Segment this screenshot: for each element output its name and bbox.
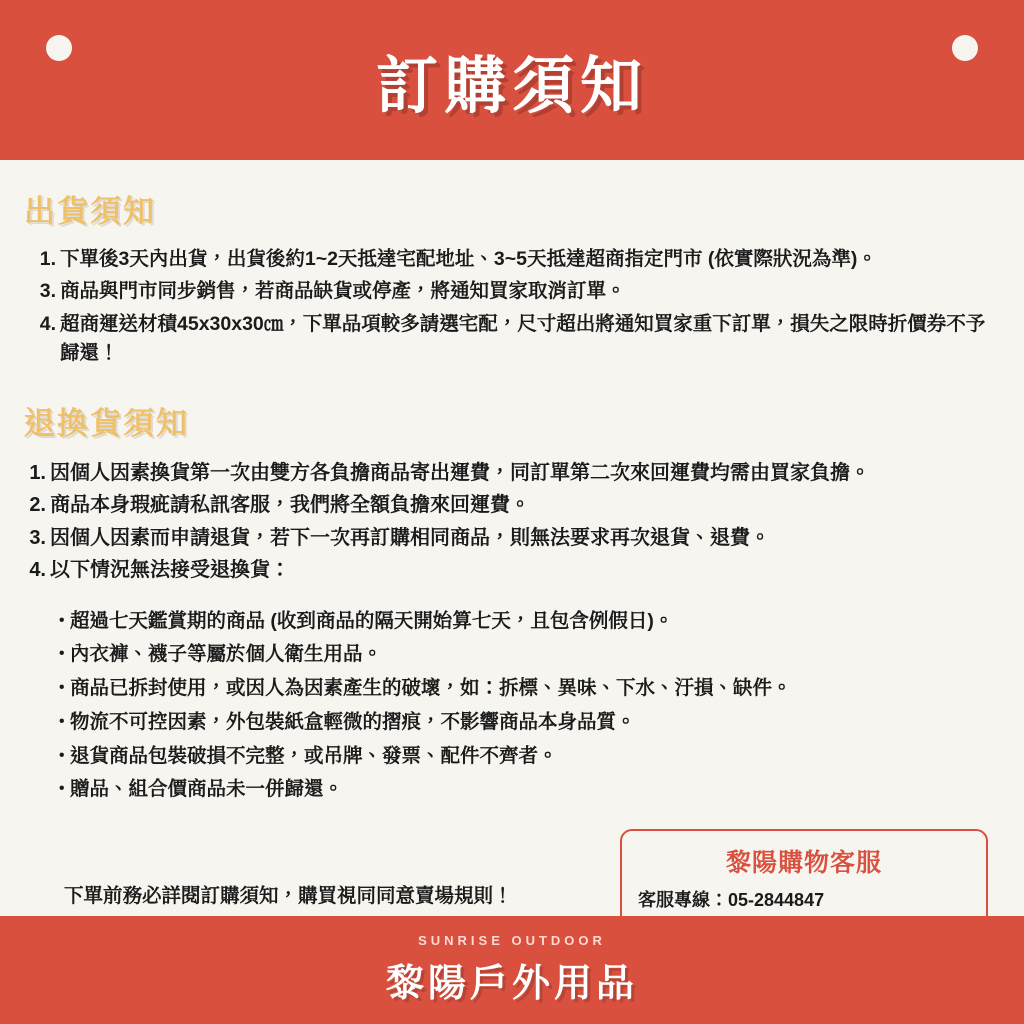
punch-hole-left-icon xyxy=(46,35,72,61)
bullet-icon: ・ xyxy=(52,744,72,767)
returns-section-title: 退換貨須知 xyxy=(24,406,189,442)
list-item-number: 2. xyxy=(29,494,46,517)
list-item xyxy=(52,740,1002,774)
list-item xyxy=(39,277,1002,306)
page-title: 訂購須知 xyxy=(375,48,648,122)
list-item-text: 超商運送材積45x30x30㎝，下單品項較多請選宅配，尺寸超出將通知買家重下訂單，損失之限時折價券不予歸還！ xyxy=(60,312,986,364)
list-item xyxy=(29,489,1002,521)
list-item xyxy=(29,554,1002,586)
list-item-text: 贈品、組合價商品未一併歸還。 xyxy=(70,778,344,801)
punch-hole-right-icon xyxy=(952,35,978,61)
bullet-icon: ・ xyxy=(52,643,72,666)
list-item xyxy=(39,245,1002,274)
bullet-icon: ・ xyxy=(52,778,72,801)
list-item-number: 4. xyxy=(29,559,46,582)
footer-brand-name: 黎陽戶外用品 xyxy=(385,961,638,1005)
bullet-icon: ・ xyxy=(52,677,72,700)
list-item xyxy=(52,773,1002,807)
bullet-icon: ・ xyxy=(52,710,72,733)
page-content xyxy=(0,160,1024,985)
customer-service-phone: 客服專線：05-2844847 xyxy=(638,889,825,910)
list-item-text: 內衣褲、襪子等屬於個人衛生用品。 xyxy=(70,643,383,666)
shipping-section-title: 出貨須知 xyxy=(24,194,156,230)
list-item-text: 商品已拆封使用，或因人為因素產生的破壞，如：拆標、異味、下水、汙損、缺件。 xyxy=(70,677,792,700)
list-item-text: 商品本身瑕疵請私訊客服，我們將全額負擔來回運費。 xyxy=(50,494,530,517)
list-item-text: 以下情況無法接受退換貨： xyxy=(50,559,290,582)
list-item-text: 物流不可控因素，外包裝紙盒輕微的摺痕，不影響商品本身品質。 xyxy=(70,710,636,733)
list-item-number: 3. xyxy=(29,526,46,549)
list-item-text: 退貨商品包裝破損不完整，或吊牌、發票、配件不齊者。 xyxy=(70,744,558,767)
bullet-icon: ・ xyxy=(52,609,72,632)
list-item-number: 4. xyxy=(39,312,56,335)
list-item xyxy=(52,706,1002,740)
list-item xyxy=(39,310,1002,369)
list-item-number: 1. xyxy=(39,248,56,270)
footer-subtitle: SUNRISE OUTDOOR xyxy=(418,933,606,948)
list-item xyxy=(29,457,1002,489)
list-item-text: 超過七天鑑賞期的商品 (收到商品的隔天開始算七天，且包含例假日)。 xyxy=(70,609,674,632)
page-header xyxy=(0,0,1024,160)
list-item xyxy=(52,638,1002,672)
customer-service-title: 黎陽購物客服 xyxy=(725,847,882,877)
list-item-text: 因個人因素而申請退貨，若下一次再訂購相同商品，則無法要求再次退貨、退費。 xyxy=(50,526,770,549)
list-item-number: 3. xyxy=(39,280,56,303)
list-item xyxy=(29,522,1002,554)
list-item-number: 1. xyxy=(29,462,46,484)
final-notice-line-1: 下單前務必詳閱訂購須知，購買視同同意賣場規則！ xyxy=(64,884,513,907)
list-item xyxy=(52,605,1002,639)
list-item xyxy=(52,672,1002,706)
list-item-text: 因個人因素換貨第一次由雙方各負擔商品寄出運費，同訂單第二次來回運費均需由買家負擔。 xyxy=(50,462,870,484)
returns-list xyxy=(22,457,1002,587)
list-item-text: 下單後3天內出貨，出貨後約1~2天抵達宅配地址、3~5天抵達超商指定門市 (依實際狀況為準)。 xyxy=(60,248,877,270)
returns-exclusion-list xyxy=(22,605,1002,807)
page-footer xyxy=(0,916,1024,1024)
shipping-list xyxy=(22,245,1002,368)
list-item-text: 商品與門市同步銷售，若商品缺貨或停產，將通知買家取消訂單。 xyxy=(60,280,626,303)
